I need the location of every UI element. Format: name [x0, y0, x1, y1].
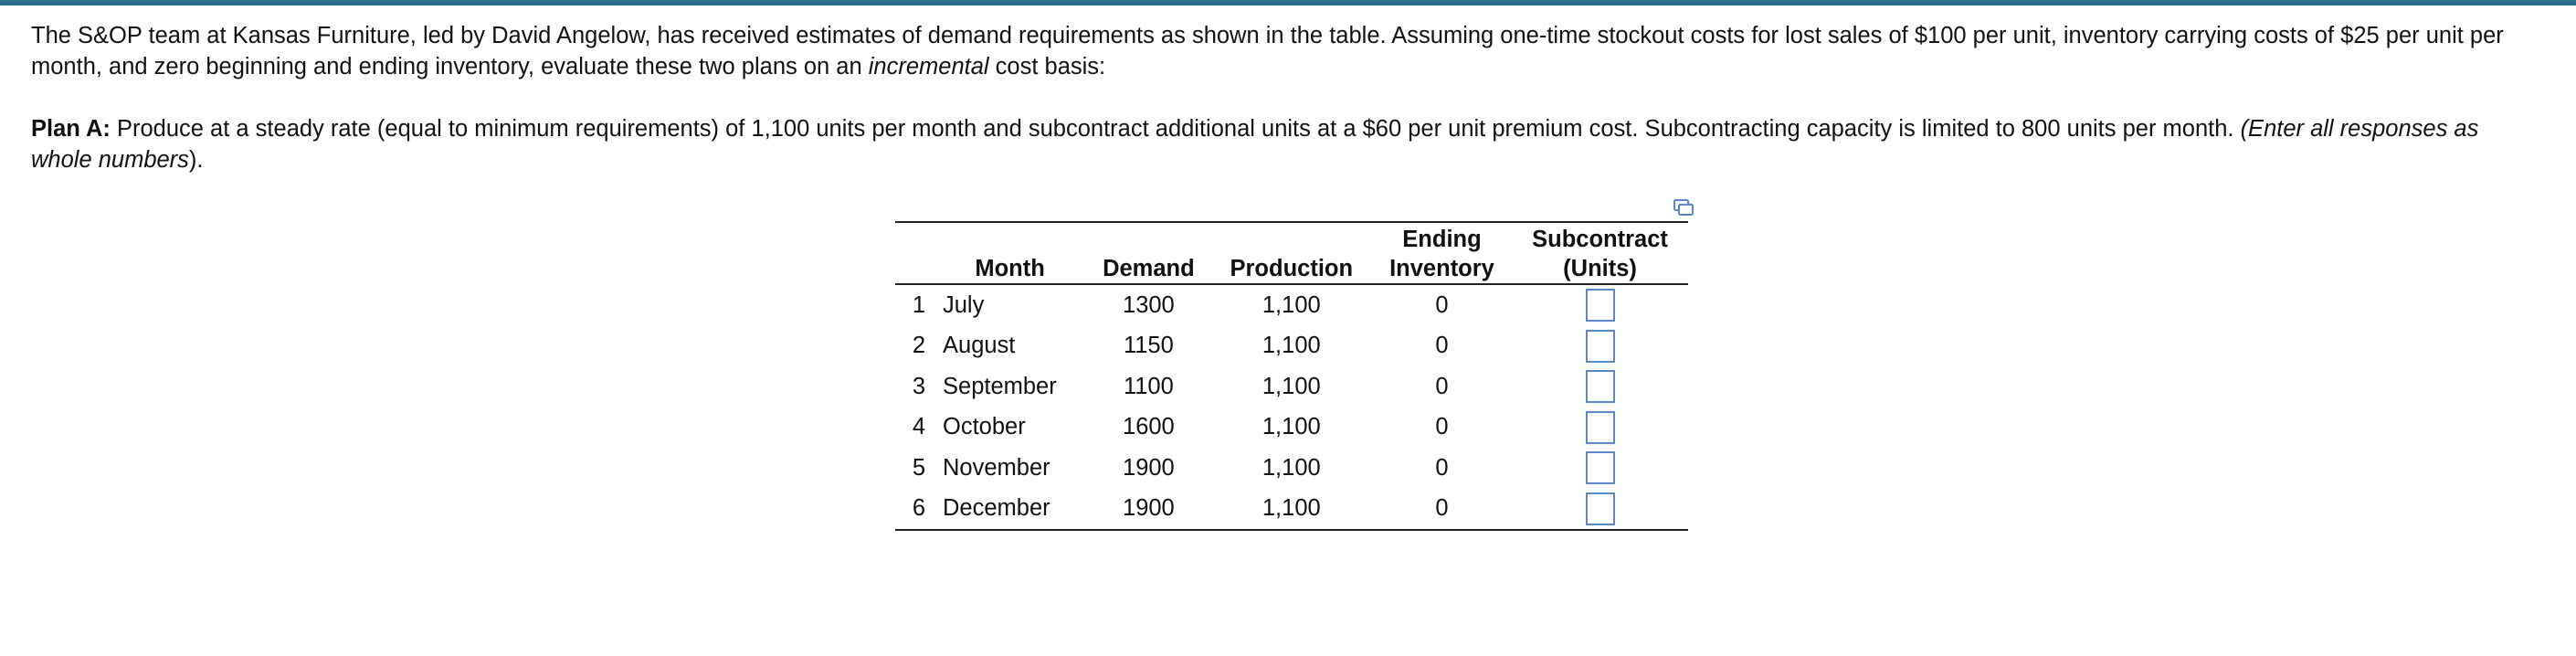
- row-number: 1: [912, 291, 926, 318]
- top-accent-bar: [0, 0, 2576, 5]
- production-cell: 1,100: [1262, 333, 1321, 359]
- table-header-row: [895, 222, 1688, 284]
- subcontract-input-july[interactable]: [1586, 289, 1615, 322]
- demand-cell: 1900: [1123, 495, 1175, 522]
- ending-inventory-cell: 0: [1435, 495, 1449, 522]
- subcontract-input-october[interactable]: [1586, 411, 1615, 444]
- table-row: [895, 448, 1688, 489]
- demand-table: [895, 221, 1688, 531]
- header-demand: Demand: [1086, 222, 1211, 284]
- header-production: Production: [1211, 222, 1372, 284]
- demand-cell: 1900: [1123, 454, 1175, 481]
- production-cell: 1,100: [1262, 414, 1321, 440]
- month-cell: August: [943, 333, 1016, 359]
- header-ending-inventory: Ending Inventory: [1372, 222, 1512, 284]
- demand-table-container: [895, 221, 1688, 531]
- intro-emphasis: incremental: [868, 54, 989, 79]
- subcontract-cell: [1512, 448, 1688, 489]
- subcontract-input-december[interactable]: [1586, 492, 1615, 525]
- month-cell: October: [943, 414, 1026, 440]
- subcontract-input-august[interactable]: [1586, 330, 1615, 363]
- month-cell: December: [943, 495, 1050, 522]
- plan-a-description: [31, 113, 2543, 175]
- production-cell: 1,100: [1262, 495, 1321, 522]
- table-row: [895, 284, 1688, 326]
- intro-text: The S&OP team at Kansas Furniture, led by David Angelow, has received estimates of demand requirements as shown in the table. Assuming one-time stockout costs for lost sales of $100 per unit, inventory carrying costs of $25 per unit per month, and zero beginning and ending inventory, evaluate these two plans on an: [31, 23, 2504, 79]
- header-month: Month: [934, 222, 1086, 284]
- header-row-number: [895, 222, 934, 284]
- question-content: [31, 20, 2543, 175]
- production-cell: 1,100: [1262, 291, 1321, 318]
- month-cell: November: [943, 454, 1050, 481]
- ending-inventory-cell: 0: [1435, 333, 1449, 359]
- table-row: [895, 489, 1688, 531]
- row-number: 3: [912, 373, 926, 399]
- month-cell: July: [943, 291, 985, 318]
- subcontract-cell: [1512, 489, 1688, 531]
- ending-inventory-cell: 0: [1435, 291, 1449, 318]
- table-row: [895, 407, 1688, 449]
- plan-tail: ).: [188, 147, 204, 173]
- header-subcontract: Subcontract (Units): [1512, 222, 1688, 284]
- production-cell: 1,100: [1262, 454, 1321, 481]
- table-row: [895, 366, 1688, 407]
- demand-cell: 1100: [1123, 373, 1174, 399]
- ending-inventory-cell: 0: [1435, 373, 1449, 399]
- production-cell: 1,100: [1262, 373, 1321, 399]
- subcontract-cell: [1512, 407, 1688, 449]
- demand-cell: 1300: [1123, 291, 1175, 318]
- table-row: [895, 326, 1688, 367]
- subcontract-input-september[interactable]: [1586, 370, 1615, 403]
- intro-tail: cost basis:: [988, 54, 1106, 79]
- subcontract-cell: [1512, 366, 1688, 407]
- demand-cell: 1600: [1123, 414, 1175, 440]
- subcontract-cell: [1512, 326, 1688, 367]
- row-number: 6: [912, 495, 926, 522]
- copy-table-icon[interactable]: [1673, 199, 1694, 216]
- problem-intro: [31, 20, 2543, 82]
- row-number: 5: [912, 454, 926, 481]
- plan-label: Plan A:: [31, 116, 111, 142]
- row-number: 4: [912, 414, 926, 440]
- row-number: 2: [912, 333, 926, 359]
- month-cell: September: [943, 373, 1057, 399]
- plan-note: (Enter all responses as whole numbers: [31, 116, 2479, 173]
- subcontract-input-november[interactable]: [1586, 451, 1615, 484]
- demand-cell: 1150: [1123, 333, 1174, 359]
- subcontract-cell: [1512, 284, 1688, 326]
- ending-inventory-cell: 0: [1435, 414, 1449, 440]
- plan-text: Produce at a steady rate (equal to minimum requirements) of 1,100 units per month and subcontract additional units at a $60 per unit premium cost. Subcontracting capacity is limited to 800 units per month.: [110, 116, 2241, 142]
- ending-inventory-cell: 0: [1435, 454, 1449, 481]
